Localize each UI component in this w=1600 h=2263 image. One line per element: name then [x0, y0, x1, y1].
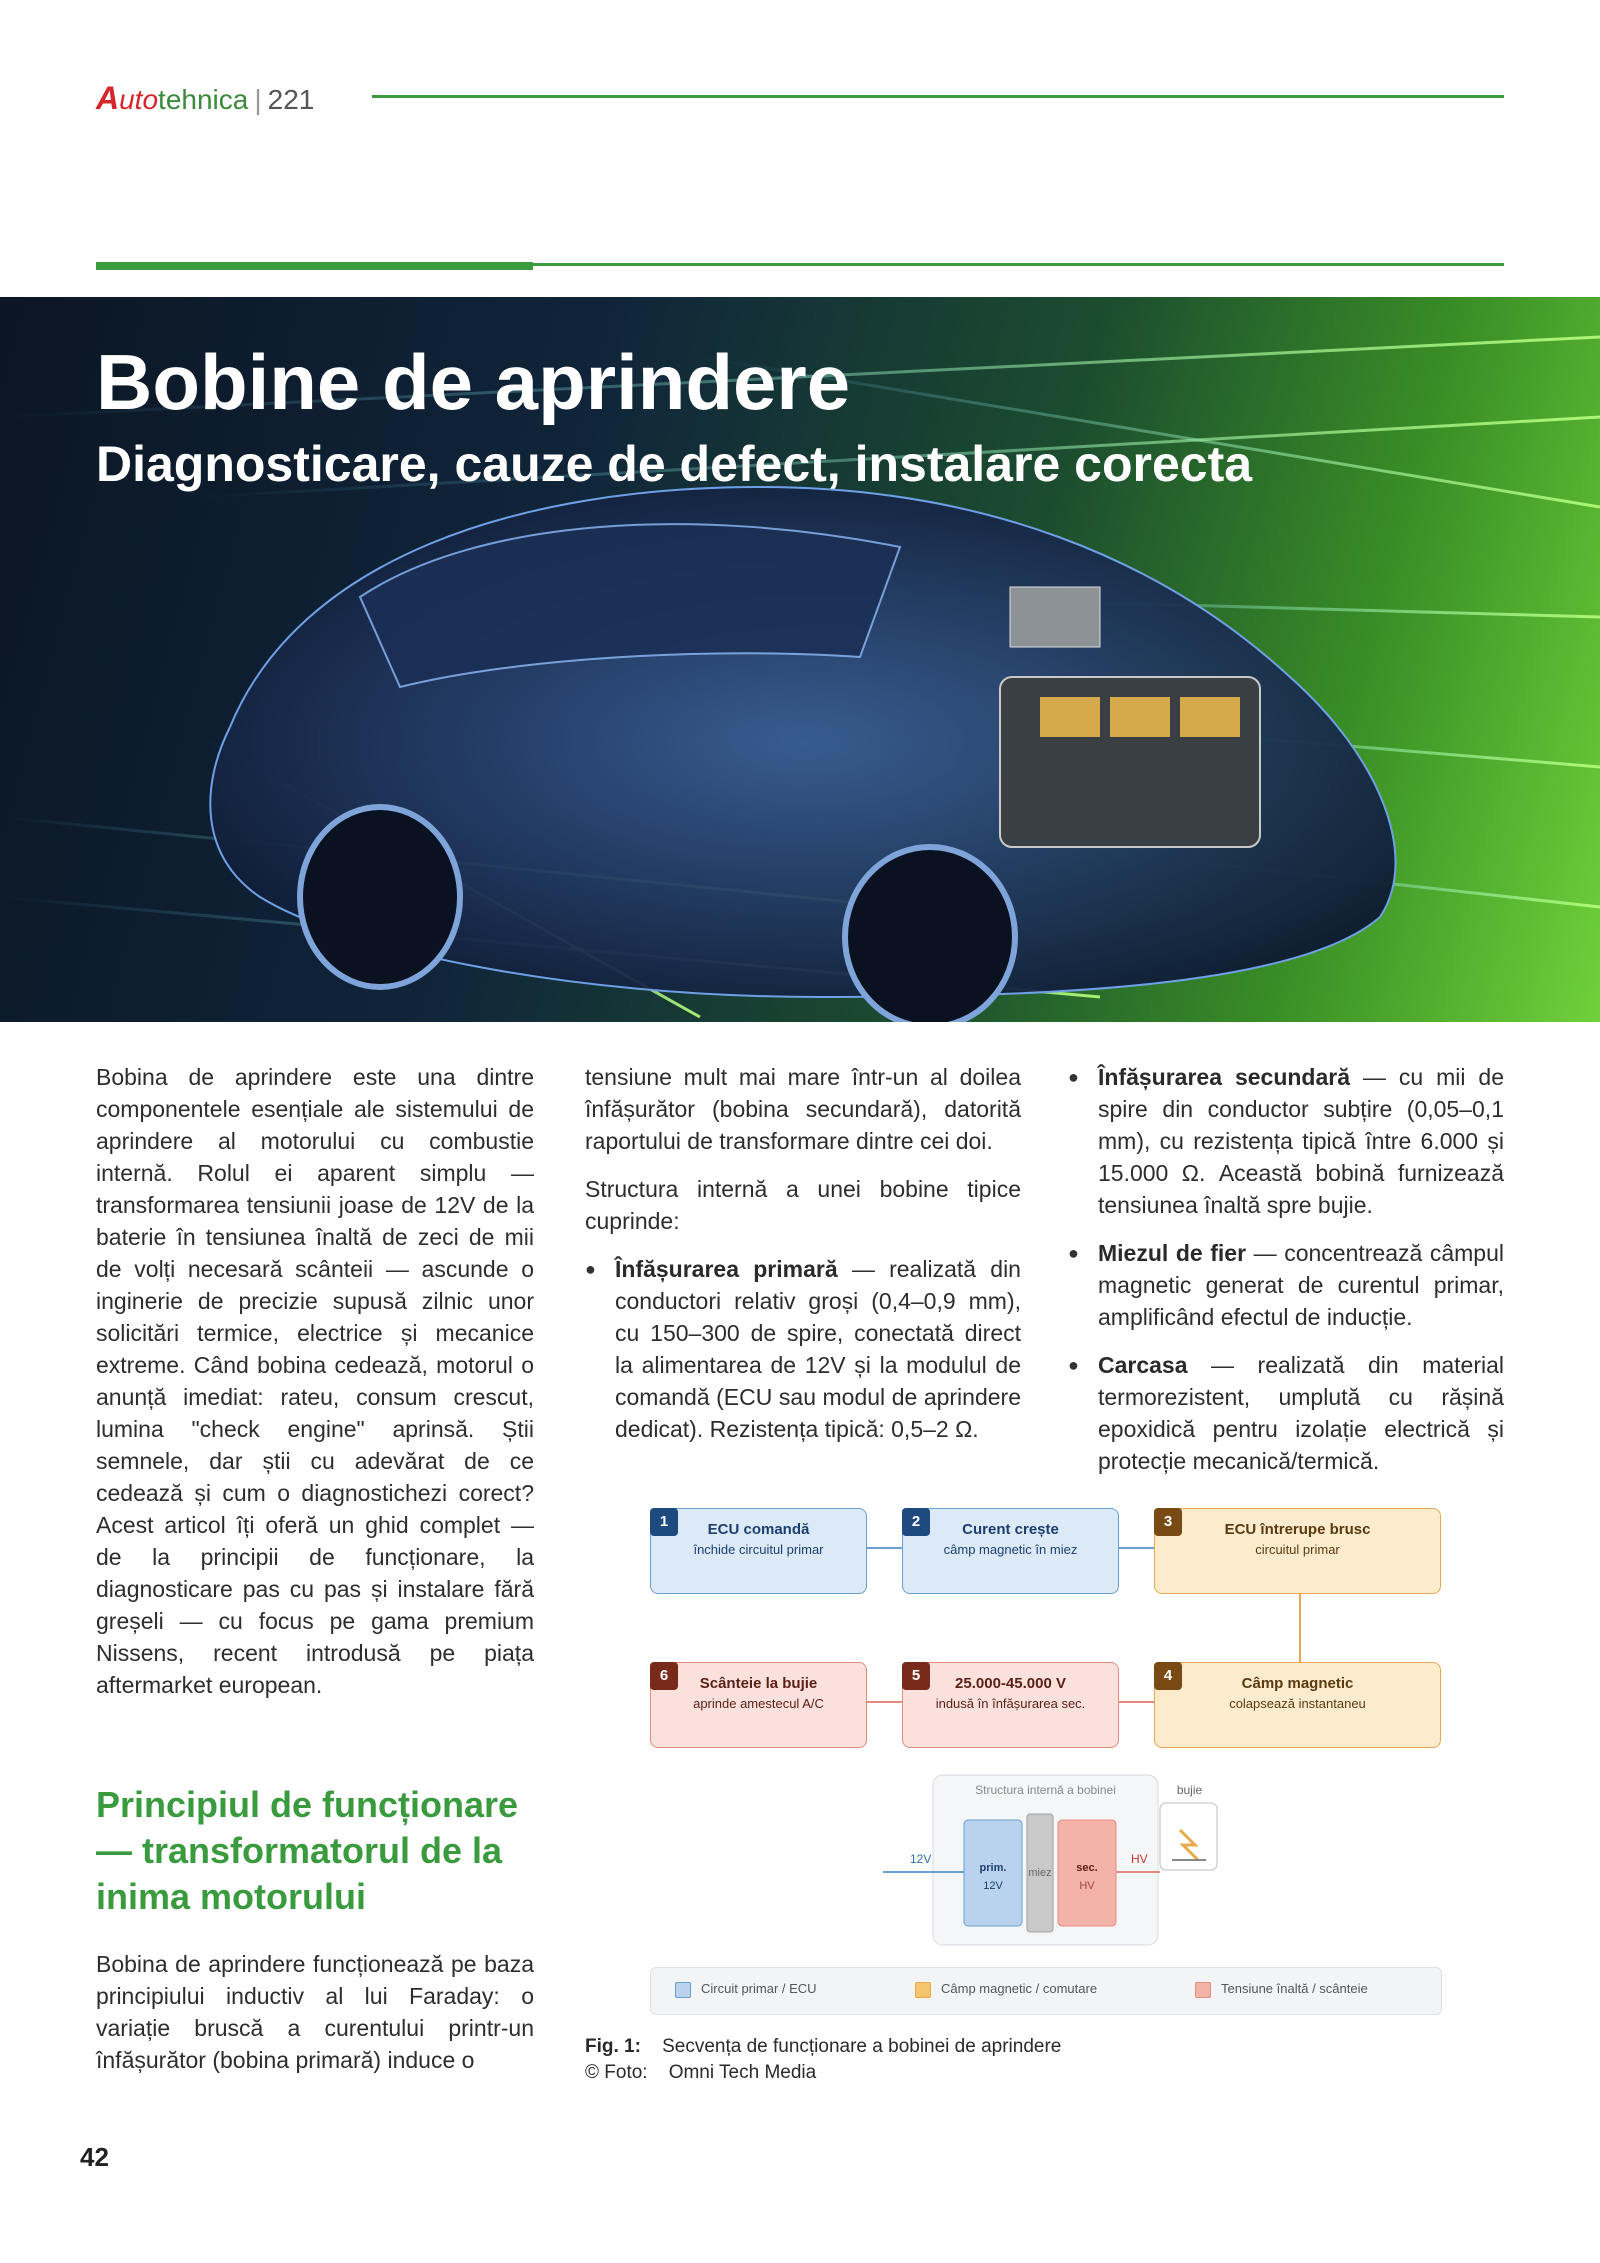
step-4-box	[1154, 1662, 1441, 1748]
hero-image	[0, 297, 1600, 1022]
principle-paragraph: Bobina de aprindere funcționează pe baza principiului inductiv al lui Faraday: o variație bruscă a curentului printr-un înfășurător (bobina primară) induce o	[96, 1951, 534, 2073]
step-4-title: Câmp magnetic	[1241, 1675, 1354, 1692]
secondary-winding-label: sec.	[1076, 1862, 1098, 1874]
page-number: 42	[80, 2142, 109, 2172]
list-item-housing	[1068, 1349, 1504, 1477]
step-1-box	[650, 1508, 867, 1594]
step-2-number: 2	[902, 1508, 930, 1536]
section-heading: Principiul de funcționare — transformatorul de la inima motorului	[96, 1784, 519, 1917]
logo-separator: |	[254, 84, 262, 115]
caption-photo-label: © Foto:	[585, 2062, 648, 2083]
step-4-sub: colapsează instantaneu	[1229, 1696, 1366, 1711]
issue-number: 221	[267, 84, 315, 115]
transformer-paragraph: tensiune mult mai mare într-un al doilea înfășurător (bobina secundară), datorită raportului de transformare dintre cei doi.	[585, 1064, 1021, 1154]
spark-plug-label: bujie	[1176, 1783, 1203, 1797]
car-wheel-rear	[300, 807, 460, 987]
step-3-number: 3	[1154, 1508, 1182, 1536]
figure-caption	[585, 2034, 1061, 2086]
caption-text: Secvența de funcționare a bobinei de aprindere	[662, 2036, 1062, 2057]
list-item-housing-title: Carcasa	[1098, 1352, 1188, 1378]
logo-tehnica: tehnica	[158, 84, 249, 115]
step-2-title: Curent crește	[962, 1521, 1059, 1538]
structure-list-continued	[1068, 1061, 1504, 1477]
list-item-secondary-text: — cu mii de spire din conductor subțire (0,05–0,1 mm), cu rezistența tipică între 6.000 și 15.000 Ω. Această bobină furnizează tensiunea înaltă spre bujie.	[1098, 1064, 1504, 1218]
step-2-box	[902, 1508, 1119, 1594]
header-rule	[372, 95, 1504, 98]
list-item-primary	[585, 1253, 1021, 1445]
list-item-housing-text: — realizată din material termorezistent, umplută cu rășină epoxidică pentru izolație electrică și protecție mecanică/termică.	[1098, 1352, 1504, 1474]
list-item-secondary-title: Înfășurarea secundară	[1098, 1064, 1350, 1090]
coil-structure-label: Structura internă a bobinei	[975, 1783, 1116, 1797]
step-6-sub: aprinde amestecul A/C	[693, 1696, 824, 1711]
step-1-sub: închide circuitul primar	[693, 1542, 824, 1557]
column-2	[585, 1061, 1021, 1461]
legend-item-primary	[675, 1981, 817, 1998]
car-wheel-front	[845, 847, 1015, 1022]
caption-photo-credit: Omni Tech Media	[668, 2062, 817, 2083]
legend-magnetic-label: Câmp magnetic / comutare	[941, 1981, 1098, 1996]
structure-list	[585, 1253, 1021, 1445]
list-item-primary-text: — realizată din conductori relativ groși (0,4–0,9 mm), cu 150–300 de spire, conectată direct la alimentarea de 12V și la modulul de comandă (ECU sau modul de aprindere dedicat). Rezistența tipică: 0,5–2 Ω.	[615, 1256, 1021, 1442]
step-5-number: 5	[902, 1662, 930, 1690]
step-6-number: 6	[650, 1662, 678, 1690]
article-title: Bobine de aprindere	[96, 338, 851, 426]
caption-fig-label: Fig. 1:	[585, 2036, 641, 2057]
column-1-continued	[96, 1948, 534, 2092]
step-5-title: 25.000-45.000 V	[955, 1675, 1066, 1692]
logo-uto: uto	[119, 84, 159, 115]
step-2-sub: câmp magnetic în miez	[943, 1542, 1078, 1557]
step-6-title: Scânteie la bujie	[699, 1675, 818, 1692]
column-1	[96, 1061, 534, 1717]
legend-primary-label: Circuit primar / ECU	[701, 1981, 817, 1996]
diagram-legend	[650, 1967, 1442, 2015]
list-item-core-text: — concentrează câmpul magnetic generat de curentul primar, amplificând efectul de inducție.	[1098, 1240, 1505, 1330]
logo-letter-a: A	[96, 80, 120, 116]
legend-item-high-voltage	[1195, 1981, 1368, 1998]
secondary-winding-voltage: HV	[1079, 1880, 1095, 1892]
output-voltage-label: HV	[1131, 1852, 1148, 1866]
step-3-title: ECU întrerupe brusc	[1224, 1521, 1371, 1538]
step-4-number: 4	[1154, 1662, 1182, 1690]
column-3	[1068, 1061, 1504, 1493]
step-3-sub: circuitul primar	[1255, 1542, 1340, 1557]
primary-winding-label: prim.	[979, 1862, 1007, 1874]
ignition-sequence-diagram	[640, 1500, 1460, 2040]
magazine-logo	[96, 80, 314, 117]
structure-intro: Structura internă a unei bobine tipice cuprinde:	[585, 1176, 1021, 1234]
engine-coil-2	[1110, 697, 1170, 737]
engine-coil-1	[1040, 697, 1100, 737]
engine-ecu	[1010, 587, 1100, 647]
core-label: miez	[1028, 1867, 1052, 1879]
step-5-sub: indusă în înfășurarea sec.	[935, 1696, 1086, 1711]
legend-item-magnetic	[915, 1981, 1097, 1998]
list-item-core	[1068, 1237, 1504, 1333]
legend-high-voltage-label: Tensiune înaltă / scânteie	[1221, 1981, 1368, 1996]
section-rule-thick	[96, 262, 533, 270]
step-6-box	[650, 1662, 867, 1748]
step-5-box	[902, 1662, 1119, 1748]
primary-winding-voltage: 12V	[983, 1880, 1003, 1892]
article-subtitle: Diagnosticare, cauze de defect, instalare corecta	[96, 436, 1253, 492]
list-item-secondary	[1068, 1061, 1504, 1221]
step-1-number: 1	[650, 1508, 678, 1536]
intro-paragraph: Bobina de aprindere este una dintre componentele esențiale ale sistemului de aprindere al motorului cu combustie internă. Rolul ei aparent simplu — transformarea tensiunii joase de 12V de la baterie în tensiunea înaltă de zeci de mii de volți necesară scânteii — ascunde o inginerie de precizie supusă zilnic unor solicitări termice, electrice și mecanice extreme. Când bobina cedează, motorul o anunță imediat: rateu, consum crescut, lumina "check engine" aprinsă. Știi semnele, dar știi cu adevărat de ce cedează și cum o diagnostichezi corect? Acest articol îți oferă un ghid complet — de la principii de funcționare, la diagnosticare pas cu pas și instalare fără greșeli — cu focus pe gama premium Nissens, recent introdusă pe piața aftermarket european.	[96, 1064, 534, 1698]
section-rule-thin	[533, 263, 1504, 266]
step-3-box	[1154, 1508, 1441, 1594]
engine-coil-3	[1180, 697, 1240, 737]
input-voltage-label: 12V	[910, 1852, 932, 1866]
list-item-core-title: Miezul de fier	[1098, 1240, 1247, 1266]
step-1-title: ECU comandă	[707, 1521, 810, 1538]
list-item-primary-title: Înfășurarea primară	[615, 1256, 838, 1282]
